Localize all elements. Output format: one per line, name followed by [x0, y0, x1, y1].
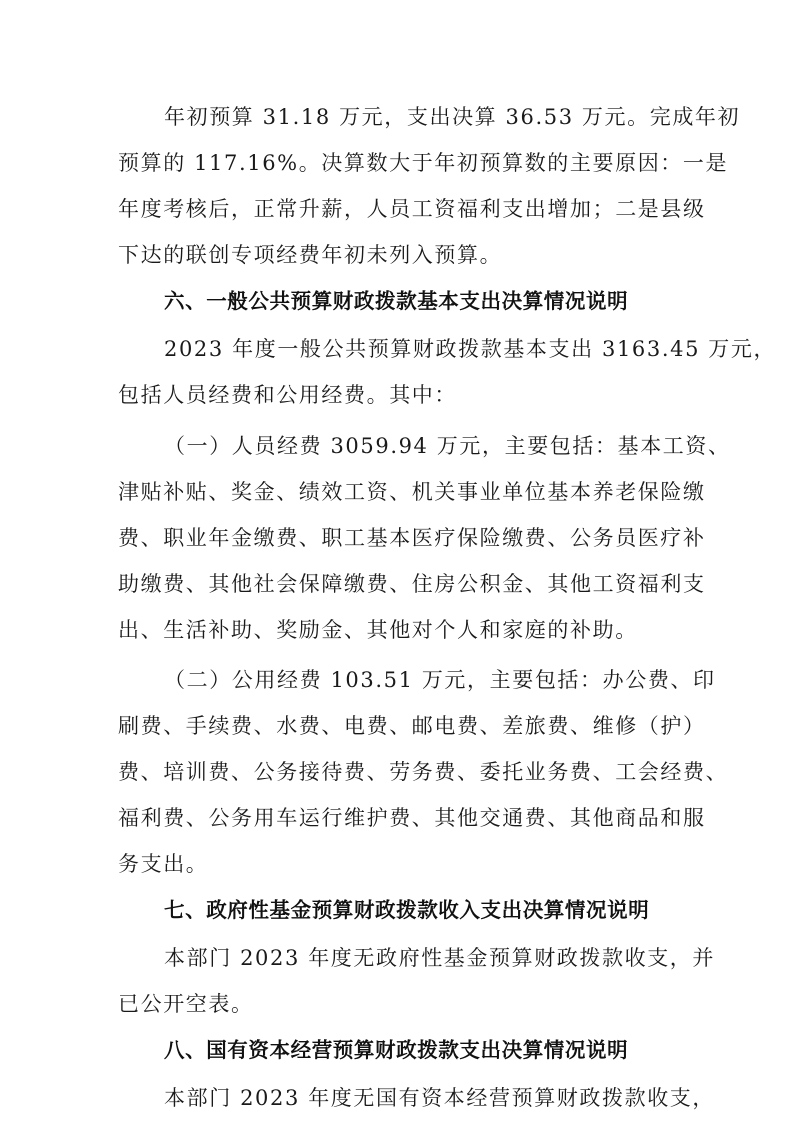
- paragraph-line: 已公开空表。: [118, 992, 254, 1016]
- paragraph-line: （二）公用经费 103.51 万元，主要包括：办公费、印: [164, 668, 716, 692]
- paragraph-line: 务支出。: [118, 852, 209, 876]
- paragraph-line: 费、职业年金缴费、职工基本医疗保险缴费、公务员医疗补: [118, 526, 706, 550]
- paragraph-line: 下达的联创专项经费年初未列入预算。: [118, 243, 503, 267]
- paragraph-line: 福利费、公务用车运行维护费、其他交通费、其他商品和服: [118, 806, 706, 830]
- paragraph-line: 本部门 2023 年度无国有资本经营预算财政拨款收支，: [164, 1086, 715, 1110]
- paragraph-line: 年度考核后，正常升薪，人员工资福利支出增加；二是县级: [118, 197, 706, 221]
- section-heading: 七、政府性基金预算财政拨款收入支出决算情况说明: [164, 898, 650, 922]
- paragraph-line: 2023 年度一般公共预算财政拨款基本支出 3163.45 万元，: [164, 337, 777, 361]
- paragraph-line: 预算的 117.16%。决算数大于年初预算数的主要原因：一是: [118, 151, 729, 175]
- paragraph-line: 费、培训费、公务接待费、劳务费、委托业务费、工会经费、: [118, 760, 729, 784]
- paragraph-line: （一）人员经费 3059.94 万元，主要包括：基本工资、: [164, 434, 731, 458]
- paragraph-line: 助缴费、其他社会保障缴费、住房公积金、其他工资福利支: [118, 572, 706, 596]
- paragraph-line: 包括人员经费和公用经费。其中：: [118, 383, 457, 407]
- paragraph-line: 年初预算 31.18 万元，支出决算 36.53 万元。完成年初: [164, 105, 741, 129]
- paragraph-line: 出、生活补助、奖励金、其他对个人和家庭的补助。: [118, 618, 638, 642]
- paragraph-line: 本部门 2023 年度无政府性基金预算财政拨款收支，并: [164, 946, 715, 970]
- paragraph-line: 刷费、手续费、水费、电费、邮电费、差旅费、维修（护）: [118, 714, 706, 738]
- section-heading: 八、国有资本经营预算财政拨款支出决算情况说明: [164, 1038, 629, 1062]
- section-heading: 六、一般公共预算财政拨款基本支出决算情况说明: [164, 289, 629, 313]
- paragraph-line: 津贴补贴、奖金、绩效工资、机关事业单位基本养老保险缴: [118, 480, 706, 504]
